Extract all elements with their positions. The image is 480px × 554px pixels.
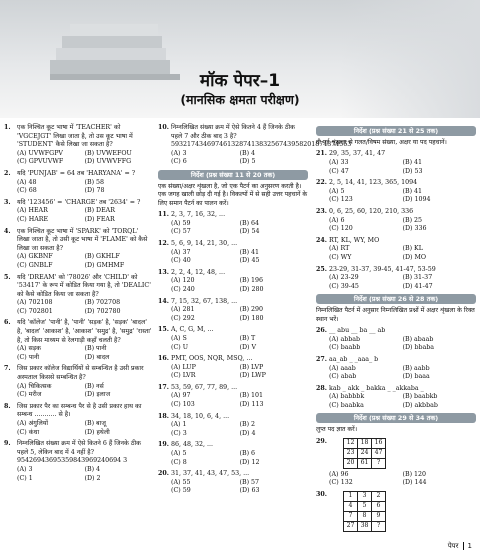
question-item	[158, 355, 308, 381]
option: (D) V	[239, 343, 257, 351]
options	[171, 249, 308, 266]
question-item	[316, 237, 476, 263]
question-number: 16.	[158, 355, 169, 363]
question-number: 13.	[158, 268, 169, 276]
page-footer	[448, 542, 472, 551]
option: (A) HEAR	[17, 207, 48, 215]
options	[17, 345, 152, 362]
column-1	[4, 124, 152, 486]
question-30	[316, 491, 476, 532]
option: (A) aaab	[329, 364, 356, 372]
question-text: PMT, OOS, NQR, MSQ, ...	[171, 355, 253, 363]
question-number: 22.	[316, 179, 327, 187]
question-number: 10.	[158, 124, 169, 131]
option: (B) 6	[239, 450, 256, 458]
option: (A) चिकित्सक	[17, 382, 52, 390]
question-text: एक निश्चित कूट भाषा में 'TEACHER' को 'VGCEJGT' लिखा जाता है, तो उस कूट भाषा में 'STUDENT' कैसे लिखा जा सकता है?	[17, 124, 133, 149]
option: (A) 37	[171, 248, 191, 256]
options	[329, 217, 476, 234]
option: (A) सड़क	[17, 345, 41, 353]
option: (C) 39-45	[329, 282, 359, 290]
grid-cell: ?	[372, 522, 386, 532]
option: (B) aabb	[402, 364, 430, 372]
question-item	[158, 269, 308, 295]
option: (A) 33	[329, 159, 349, 166]
question-text: 86, 48, 32, ...	[171, 441, 214, 449]
option: (B) पानी	[84, 345, 107, 353]
option: (C) 3	[171, 429, 187, 437]
options	[17, 253, 152, 270]
question-text: निम्नलिखित संख्या क्रम में ऐसे कितने 4 हैं जिनके ठीक पहले 7 और ठीक बाद 3 है? 593217434697461328741383256743958201874374563	[171, 124, 352, 149]
grid-cell: 24	[358, 448, 372, 458]
question-item	[4, 170, 152, 196]
options	[17, 466, 152, 483]
option: (B) 101	[239, 392, 264, 400]
direction-header: निर्देश (प्रश्न संख्या 11 से 20 तक)	[158, 170, 308, 180]
option: (C) U	[171, 343, 189, 351]
question-item	[4, 403, 152, 437]
option: (D) akbbab	[402, 401, 438, 409]
option: (D) 12	[239, 458, 260, 466]
question-item	[316, 208, 476, 234]
option: (B) 25	[402, 216, 423, 224]
option: (A) UVWFGPV	[17, 149, 63, 157]
option: (D) 144	[402, 479, 427, 487]
grid-cell: 18	[358, 438, 372, 448]
grid-cell: 20	[344, 458, 358, 468]
option: (C) 6	[171, 158, 187, 166]
grid-cell: 1	[344, 492, 358, 502]
question-number: 12.	[158, 239, 169, 247]
option: (B) 702708	[84, 299, 121, 307]
option: (B) 31-37	[402, 274, 433, 282]
option: (C) abab	[329, 373, 357, 381]
option: (B) LVP	[239, 363, 264, 371]
question-text: __ abu __ ba __ ab	[329, 327, 386, 335]
options	[171, 392, 308, 409]
option: (B) 58	[84, 178, 105, 186]
grid-cell: 12	[344, 438, 358, 448]
options	[17, 420, 152, 437]
direction-header: निर्देश (प्रश्न संख्या 21 से 25 तक)	[316, 126, 476, 136]
option: (B) 2	[239, 421, 256, 429]
question-text: 53, 59, 67, 77, 89, ...	[171, 383, 238, 391]
option: (A) 55	[171, 478, 191, 486]
page-title: मॉक पेपर–1	[199, 71, 281, 91]
options	[329, 365, 476, 382]
grid-cell: 5	[358, 502, 372, 512]
option: (A) अंगुलियों	[17, 420, 49, 427]
options	[171, 335, 308, 352]
question-number: 23.	[316, 207, 327, 215]
direction-text: दी गई शृंखला से गलत/विषम संख्या, अक्षर या पद पहचानें।	[316, 139, 447, 146]
question-text: 5, 6, 9, 14, 21, 30, ...	[171, 239, 238, 247]
page-number: 1	[467, 542, 472, 550]
grid-cell: 47	[372, 448, 386, 458]
option: (D) bbaba	[402, 344, 435, 352]
question-item	[158, 384, 308, 410]
option: (D) 5	[239, 158, 256, 166]
option: (B) 41	[239, 248, 260, 256]
option: (C) 59	[171, 487, 191, 495]
option: (B) abaab	[402, 335, 434, 343]
option: (A) 3	[17, 465, 33, 473]
question-text: निम्नलिखित संख्या क्रम में ऐसे कितने 6 हैं जिनके ठीक पहले 5, लेकिन बाद में 4 नहीं है? 95426943695359843969240694 3	[17, 440, 142, 465]
column-3	[316, 124, 476, 535]
option: (B) KL	[402, 245, 423, 253]
question-text: 34, 18, 10, 6, 4, ...	[171, 412, 230, 420]
question-item	[4, 199, 152, 225]
options	[329, 159, 476, 176]
option: (C) GNBLF	[17, 261, 53, 269]
question-number: 20.	[158, 470, 169, 478]
question-item	[316, 356, 476, 382]
question-number: 26.	[316, 327, 327, 335]
option: (C) 103	[171, 401, 195, 409]
option: (D) 180	[239, 314, 264, 322]
option: (C) 8	[171, 458, 187, 466]
question-item	[158, 413, 308, 439]
question-number: 29.	[316, 437, 327, 445]
option: (B) GKHLF	[84, 253, 120, 261]
question-text: जिस प्रकार पैर का सम्बन्ध पैर से है उसी प्रकार हाथ का सम्बन्ध ........... से है।	[17, 402, 142, 419]
options	[171, 479, 308, 496]
option: (D) LWP	[239, 372, 266, 380]
option: (D) UVWVFFG	[84, 158, 132, 166]
options	[329, 471, 476, 488]
option: (D) baaa	[402, 373, 430, 381]
number-grid	[343, 438, 386, 469]
question-text: aa_ab _ _aaa_ b	[329, 355, 379, 363]
direction-header: निर्देश (प्रश्न संख्या 26 से 28 तक)	[316, 294, 476, 304]
option: (A) 48	[17, 178, 37, 186]
grid-cell: 7	[344, 512, 358, 522]
question-number: 14.	[158, 297, 169, 305]
option: (C) 1	[17, 474, 33, 482]
option: (A) GKBNF	[17, 253, 53, 261]
grid-cell: ?	[372, 458, 386, 468]
option: (C) baabb	[329, 344, 361, 352]
option: (D) 113	[239, 401, 264, 409]
question-text: 2, 5, 14, 41, 123, 365, 1094	[329, 179, 418, 187]
question-item	[158, 326, 308, 352]
option: (D) GMHMF	[84, 261, 125, 269]
question-number: 3.	[4, 198, 11, 206]
question-text: 29, 35, 37, 41, 47	[329, 150, 386, 158]
question-text: यदि '123456' = 'CHARGE' तब '2634' = ?	[17, 198, 141, 206]
option: (C) 132	[329, 479, 353, 487]
question-number: 28.	[316, 384, 327, 392]
option: (A) 120	[171, 277, 195, 285]
option: (C) 57	[171, 228, 191, 236]
question-29	[316, 438, 476, 488]
question-item	[4, 440, 152, 483]
options	[171, 450, 308, 467]
question-text: 31, 37, 41, 43, 47, 53, ...	[171, 470, 250, 478]
question-item	[158, 298, 308, 324]
grid-cell: 9	[372, 512, 386, 522]
option: (C) baabka	[329, 401, 364, 409]
option: (A) RT	[329, 245, 350, 253]
question-text: kab _ akk _ bakka _ _akkaba _	[329, 384, 424, 392]
question-item	[4, 319, 152, 362]
option: (B) 41	[402, 159, 423, 166]
options	[17, 179, 152, 196]
number-grid	[343, 491, 386, 532]
question-number: 1.	[4, 124, 11, 131]
option: (B) T	[239, 334, 256, 342]
question-item	[316, 179, 476, 205]
option: (A) 6	[329, 216, 345, 224]
option: (C) LVR	[171, 372, 196, 380]
option: (A) babbbk	[329, 393, 365, 401]
question-text: 0, 6, 25, 60, 120, 210, 336	[329, 207, 414, 215]
question-text: यदि 'DREAM' को '78026' और 'CHILD' को '53417' के रूप में कोडित किया गया है, तो 'DEALIC' को कैसे कोडित किया जा सकता है?	[17, 273, 151, 298]
direction-text: निम्नलिखित पैटर्न में अनुसार निम्नलिखित प्रश्नों में अक्षर शृंखला के रिक्त स्थान भरें।	[316, 307, 475, 323]
question-text: जिस प्रकार कॉलेज विद्यार्थियों से सम्बन्धित है उसी प्रकार अस्पताल किससे सम्बन्धित है?	[17, 365, 144, 382]
grid-cell: 3	[358, 492, 372, 502]
option: (B) नर्स	[84, 382, 104, 390]
question-text: एक निश्चित कूट भाषा में 'SPARK' को 'TORQL' लिखा जाता है, तो उसी कूट भाषा में 'FLAME' को कैसे लिखा जा सकता है?	[17, 227, 148, 252]
options	[171, 277, 308, 294]
option: (A) 281	[171, 306, 195, 314]
question-number: 18.	[158, 412, 169, 420]
grid-cell: 2	[372, 492, 386, 502]
option: (C) 120	[329, 225, 353, 233]
question-text: 23-29, 31-37, 39-45, 41-47, 53-59	[329, 265, 436, 273]
grid-cell: 16	[372, 438, 386, 448]
question-item	[316, 150, 476, 176]
question-item	[4, 274, 152, 317]
question-number: 8.	[4, 402, 11, 410]
question-number: 2.	[4, 169, 11, 177]
grid-cell: 6	[372, 502, 386, 512]
question-item	[316, 385, 476, 411]
grid-cell: 23	[344, 448, 358, 458]
direction-text: एक संख्या/अक्षर शृंखला है, जो एक पैटर्न का अनुसरण करती है। एक जगह खाली छोड़ दी गई है। विकल्पों में से सही उत्तर पहचानें के लिए समान पैटर्न का पालन करें।	[158, 182, 308, 207]
question-number: 19.	[158, 441, 169, 449]
option: (B) 64	[239, 219, 260, 227]
question-text: यदि 'कॉलेज' 'पानी' है, 'पानी' 'सड़क' है, 'सड़क' 'बादल' है, 'बादल' 'आकाश' है, 'आकाश' 'समुद्र' है, 'समुद्र' 'रास्ता' है, तो किस माध्यम से रेलगाड़ी कहाँ चलती है?	[17, 319, 152, 344]
option: (A) 97	[171, 392, 191, 400]
question-number: 25.	[316, 265, 327, 273]
question-text: 7, 15, 32, 67, 138, ...	[171, 297, 238, 305]
option: (D) इलाज	[84, 391, 111, 399]
options	[17, 207, 152, 224]
question-number: 9.	[4, 440, 11, 448]
option: (C) 68	[17, 187, 37, 195]
option: (C) मरीज	[17, 391, 42, 399]
question-text: A, C, G, M, ...	[171, 326, 214, 334]
options	[171, 220, 308, 237]
option: (B) 57	[239, 478, 260, 486]
footer-divider	[463, 542, 464, 550]
question-number: 30.	[316, 491, 327, 499]
option: (C) 40	[171, 257, 191, 265]
option: (C) WY	[329, 253, 352, 261]
options	[329, 274, 476, 291]
option: (A) S	[171, 334, 187, 342]
options	[171, 306, 308, 323]
option: (A) 1	[171, 421, 187, 429]
question-item	[158, 240, 308, 266]
option: (A) 23-29	[329, 274, 359, 282]
option: (D) MO	[402, 253, 427, 261]
option: (A) LUP	[171, 363, 196, 371]
option: (A) 5	[329, 187, 345, 195]
option: (D) 702780	[84, 307, 121, 315]
question-item	[158, 470, 308, 496]
option: (A) 96	[329, 470, 349, 478]
question-item	[158, 441, 308, 467]
option: (B) 290	[239, 306, 264, 314]
option: (B) बाजू	[84, 420, 106, 427]
grid-cell: 27	[344, 522, 358, 532]
question-item	[158, 211, 308, 237]
option: (B) 196	[239, 277, 264, 285]
page-subtitle: (मानसिक क्षमता परीक्षण)	[180, 92, 300, 107]
option: (A) abbab	[329, 335, 361, 343]
option: (D) 336	[402, 225, 427, 233]
option: (D) 1094	[402, 196, 431, 204]
option: (D) 78	[84, 187, 105, 195]
question-number: 21.	[316, 150, 327, 158]
option: (D) 53	[402, 167, 423, 175]
option: (C) 47	[329, 167, 349, 175]
options	[171, 421, 308, 438]
grid-cell: 38	[358, 522, 372, 532]
options	[17, 150, 152, 167]
question-text: 2, 2, 4, 12, 48, ...	[171, 268, 226, 276]
option: (D) 45	[239, 257, 260, 265]
option: (A) 59	[171, 219, 191, 227]
option: (D) बादल	[84, 353, 110, 361]
option: (D) 4	[239, 429, 256, 437]
option: (C) HARE	[17, 215, 49, 223]
options	[329, 336, 476, 353]
question-text: यदि 'PUNJAB' = 64 तब 'HARYANA' = ?	[17, 169, 136, 177]
option: (B) UVWEFOU	[84, 149, 132, 157]
grid-cell: 8	[358, 512, 372, 522]
question-number: 11.	[158, 211, 169, 219]
option: (B) 4	[239, 149, 256, 157]
option: (C) 240	[171, 285, 195, 293]
option: (D) 2	[84, 474, 101, 482]
question-text: RT, KL, WY, MO	[329, 236, 380, 244]
grid-cell: 61	[358, 458, 372, 468]
question-item	[316, 266, 476, 292]
option: (D) 63	[239, 487, 260, 495]
question-number: 6.	[4, 319, 11, 327]
question-number: 7.	[4, 365, 11, 373]
option: (C) 292	[171, 314, 195, 322]
direction-header: निर्देश (प्रश्न संख्या 29 से 34 तक)	[316, 413, 476, 423]
question-number: 27.	[316, 355, 327, 363]
option: (A) 3	[171, 149, 187, 157]
option: (B) DEAR	[84, 207, 115, 215]
option: (A) 702108	[17, 299, 53, 307]
option: (B) baabkb	[402, 393, 438, 401]
option: (B) 41	[402, 187, 423, 195]
question-item	[4, 228, 152, 271]
option: (A) 5	[171, 450, 187, 458]
options	[329, 188, 476, 205]
option: (C) कंधा	[17, 428, 40, 436]
option: (D) 54	[239, 228, 260, 236]
options	[17, 383, 152, 400]
option: (C) 702801	[17, 307, 53, 315]
question-number: 5.	[4, 273, 11, 281]
option: (C) पानी	[17, 353, 40, 361]
question-number: 4.	[4, 227, 11, 235]
option: (B) 120	[402, 470, 427, 478]
question-item	[4, 124, 152, 167]
question-item	[4, 365, 152, 399]
option: (D) FEAR	[84, 215, 115, 223]
options	[171, 364, 308, 381]
footer-label: पेपर	[447, 542, 459, 550]
grid-cell: 4	[344, 502, 358, 512]
question-item	[316, 327, 476, 353]
option: (C) 123	[329, 196, 353, 204]
question-number: 15.	[158, 326, 169, 334]
options	[17, 299, 152, 316]
option: (D) 280	[239, 285, 264, 293]
question-number: 24.	[316, 236, 327, 244]
question-number: 17.	[158, 383, 169, 391]
option: (B) 4	[84, 465, 101, 473]
direction-text: लुप्त पद ज्ञात करें।	[316, 426, 358, 434]
option: (C) GPVUVWF	[17, 158, 64, 166]
options	[329, 393, 476, 410]
question-text: 2, 3, 7, 16, 32, ...	[171, 211, 226, 219]
option: (D) 41-47	[402, 282, 433, 290]
options	[329, 245, 476, 262]
options	[171, 150, 308, 167]
option: (D) हथेली	[84, 428, 110, 436]
